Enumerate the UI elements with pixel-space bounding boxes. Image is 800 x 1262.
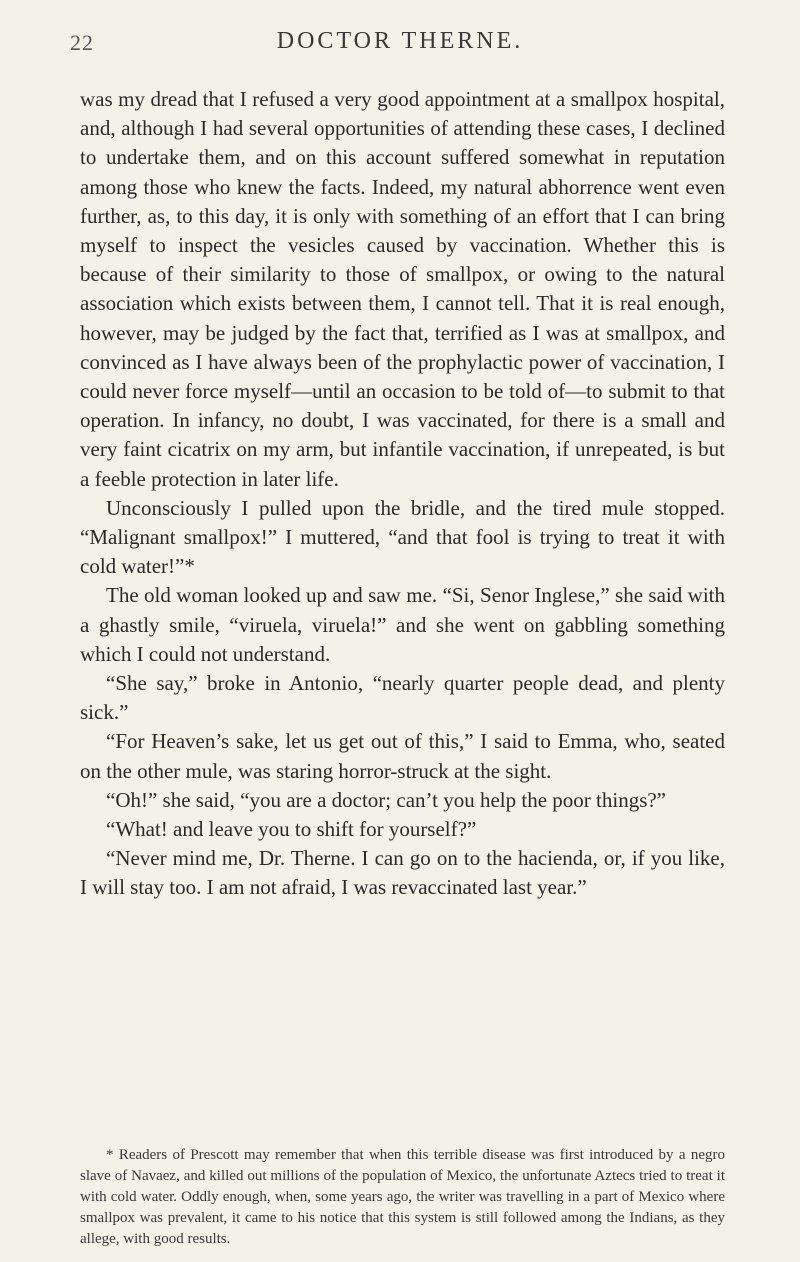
paragraph: “Never mind me, Dr. Therne. I can go on to the hacienda, or, if you like, I will stay too. I am not afraid, I was revaccinated last year.” xyxy=(80,846,725,900)
page-number: 22 xyxy=(70,30,94,55)
footnote-text: * Readers of Prescott may remember that when this terrible disease was first introduced by a negro slave of Navaez, and killed out millions of the population of Mexico, the unfortunate Aztecs tried to treat it with cold water. Oddly enough, when, some years ago, the writer was travelling in a part of Mexico where smallpox was prevalent, it came to his notice that this system is still followed among the Indians, as they allege, with good results. xyxy=(80,1147,725,1247)
paragraph: “For Heaven’s sake, let us get out of this,” I said to Emma, who, seated on the other mule, was staring horror-struck at the sight. xyxy=(80,729,725,783)
paragraph: “She say,” broke in Antonio, “nearly quarter people dead, and plenty sick.” xyxy=(80,671,725,725)
paragraph: was my dread that I refused a very good appointment at a smallpox hospital, and, although I had several opportunities of attending these cases, I declined to undertake them, and on this account suffered somewhat in reputation among those who knew the facts. Indeed, my natural abhorrence went even further, as, to this day, it is only with something of an effort that I can bring myself to inspect the vesicles caused by vaccination. Whether this is because of their similarity to those of smallpox, or owing to the natural association which exists between them, I cannot tell. That it is real enough, however, may be judged by the fact that, terrified as I was at smallpox, and convinced as I have always been of the prophylactic power of vaccination, I could never force myself—until an occasion to be told of—to submit to that operation. In infancy, no doubt, I was vaccinated, for there is a small and very faint cicatrix on my arm, but infantile vaccination, if unrepeated, is but a feeble protection in later life. xyxy=(80,87,725,491)
body-text xyxy=(80,85,725,903)
paragraph: The old woman looked up and saw me. “Si, Senor Inglese,” she said with a ghastly smile, “viruela, viruela!” and she went on gabbling something which I could not understand. xyxy=(80,583,725,666)
footnote xyxy=(80,1145,725,1250)
paragraph: “What! and leave you to shift for yourself?” xyxy=(106,817,477,842)
paragraph: “Oh!” she said, “you are a doctor; can’t you help the poor things?” xyxy=(106,787,667,812)
paragraph: Unconsciously I pulled upon the bridle, and the tired mule stopped. “Malignant smallpox!” I muttered, “and that fool is trying to treat it with cold water!”* xyxy=(80,495,725,579)
running-head: DOCTOR THERNE. xyxy=(276,28,524,54)
